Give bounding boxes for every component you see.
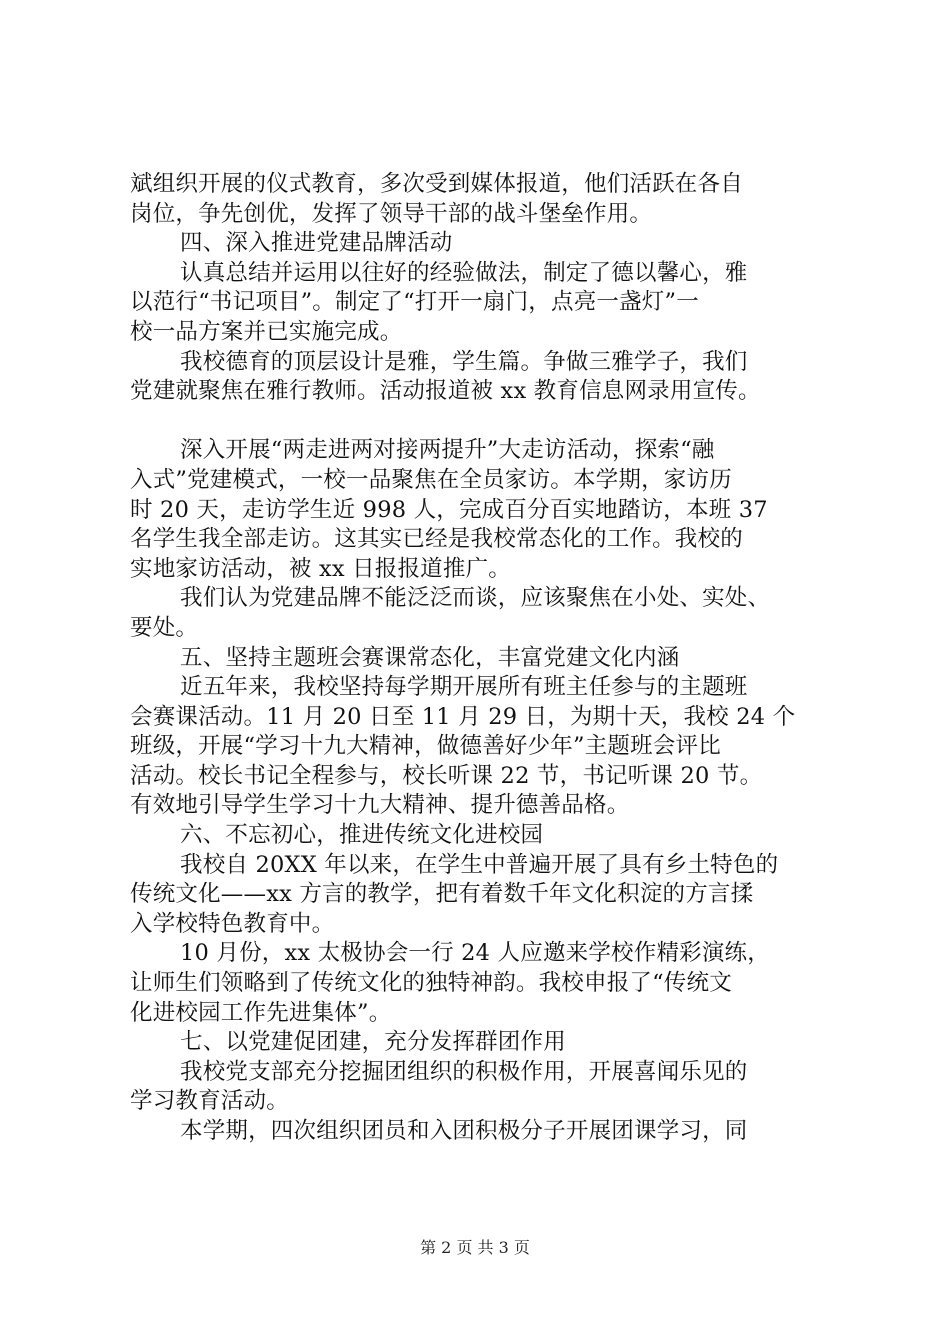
- blank-line: [130, 407, 830, 437]
- document-body: [130, 170, 830, 1147]
- text-line: 校一品方案并已实施完成。: [130, 318, 403, 345]
- text-line: 五、坚持主题班会赛课常态化，丰富党建文化内涵: [180, 644, 680, 671]
- text-line: 会赛课活动。11 月 20 日至 11 月 29 日，为期十天，我校 24 个: [130, 703, 796, 730]
- page-footer: [0, 1238, 950, 1258]
- text-line: 学习教育活动。: [130, 1088, 289, 1115]
- text-line: 我们认为党建品牌不能泛泛而谈，应该聚焦在小处、实处、: [180, 585, 771, 612]
- text-line: 名学生我全部走访。这其实已经是我校常态化的工作。我校的: [130, 526, 743, 553]
- text-line: 四、深入推进党建品牌活动: [180, 230, 453, 257]
- text-line: 传统文化——xx 方言的教学，把有着数千年文化积淀的方言揉: [130, 881, 754, 908]
- text-line: 10 月份，xx 太极协会一行 24 人应邀来学校作精彩演练，: [180, 940, 770, 967]
- text-line: 以范行“书记项目”。制定了“打开一扇门，点亮一盏灯”一: [130, 289, 699, 316]
- text-line: 六、不忘初心，推进传统文化进校园: [180, 822, 544, 849]
- text-line: 本学期，四次组织团员和入团积极分子开展团课学习，同: [180, 1118, 748, 1144]
- text-line: 化进校园工作先进集体”。: [130, 999, 392, 1026]
- text-line: 入学校特色教育中。: [130, 910, 335, 937]
- text-line: 我校党支部充分挖掘团组织的积极作用，开展喜闻乐见的: [180, 1058, 748, 1085]
- text-line: 我校自 20XX 年以来，在学生中普遍开展了具有乡土特色的: [180, 851, 779, 878]
- text-line: 岗位，争先创优，发挥了领导干部的战斗堡垒作用。: [130, 200, 653, 227]
- text-line: 近五年来，我校坚持每学期开展所有班主任参与的主题班: [180, 674, 748, 701]
- text-line: 班级，开展“学习十九大精神，做德善好少年”主题班会评比: [130, 733, 721, 760]
- text-line: 有效地引导学生学习十九大精神、提升德善品格。: [130, 792, 630, 819]
- text-line: 七、以党建促团建，充分发挥群团作用: [180, 1029, 566, 1056]
- text-line: 入式”党建模式，一校一品聚焦在全员家访。本学期，家访历: [130, 466, 732, 493]
- text-line: 深入开展“两走进两对接两提升”大走访活动，探索“融: [180, 437, 715, 464]
- text-line: 我校德育的顶层设计是雅，学生篇。争做三雅学子，我们: [180, 348, 748, 375]
- text-line: 斌组织开展的仪式教育，多次受到媒体报道，他们活跃在各自: [130, 171, 743, 197]
- page-number-label: 第 2 页 共 3 页: [420, 1238, 530, 1257]
- text-line: 让师生们领略到了传统文化的独特神韵。我校申报了“传统文: [130, 970, 732, 997]
- text-line: 实地家访活动，被 xx 日报报道推广。: [130, 555, 511, 582]
- text-line: 时 20 天，走访学生近 998 人，完成百分百实地踏访，本班 37: [130, 496, 768, 523]
- text-line: 要处。: [130, 614, 199, 641]
- text-line: 党建就聚焦在雅行教师。活动报道被 xx 教育信息网录用宣传。: [130, 378, 761, 405]
- text-line: 认真总结并运用以往好的经验做法，制定了德以馨心，雅: [180, 259, 748, 286]
- text-line: 活动。校长书记全程参与，校长听课 22 节，书记听课 20 节。: [130, 762, 763, 789]
